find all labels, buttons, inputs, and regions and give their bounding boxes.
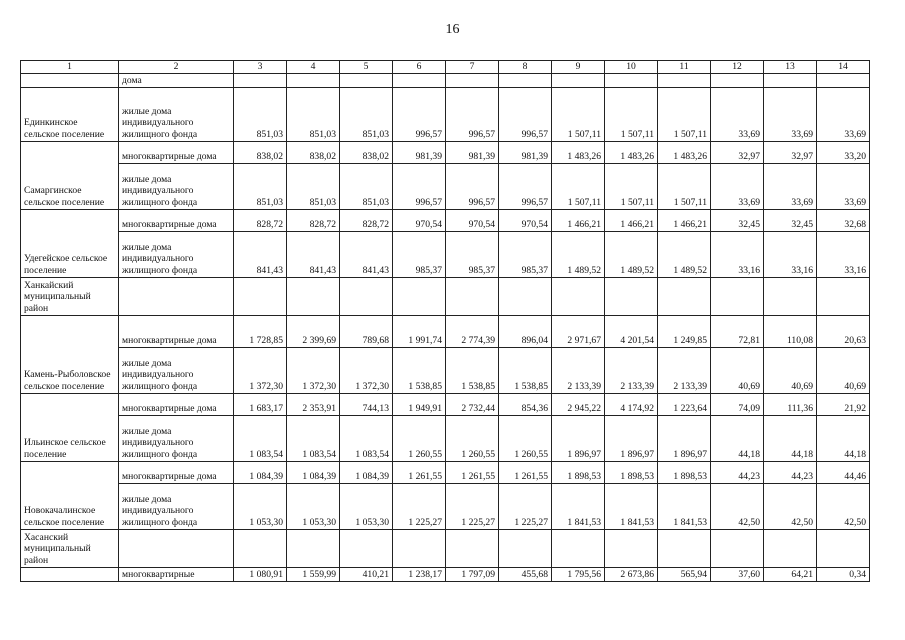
header-cell: 8 xyxy=(499,61,552,74)
value-cell: 4 174,92 xyxy=(605,394,658,416)
page-number: 16 xyxy=(445,22,460,37)
housing-type: многоквартирные дома xyxy=(119,142,234,164)
value-cell: 1 372,30 xyxy=(287,348,340,394)
value-cell xyxy=(340,530,393,568)
value-cell xyxy=(658,74,711,88)
value-cell: 1 728,85 xyxy=(234,316,287,348)
value-cell: 21,92 xyxy=(817,394,870,416)
value-cell: 33,69 xyxy=(817,164,870,210)
value-cell: 1 261,55 xyxy=(446,462,499,484)
value-cell: 851,03 xyxy=(340,88,393,142)
value-cell: 996,57 xyxy=(446,88,499,142)
value-cell: 74,09 xyxy=(711,394,764,416)
value-cell xyxy=(658,278,711,316)
value-cell: 42,50 xyxy=(764,484,817,530)
value-cell: 841,43 xyxy=(340,232,393,278)
housing-type: жилые дома индивидуального жилищного фонда xyxy=(119,164,234,210)
value-cell: 789,68 xyxy=(340,316,393,348)
value-cell: 2 133,39 xyxy=(658,348,711,394)
table-row xyxy=(21,74,870,88)
table-row xyxy=(21,530,870,568)
value-cell: 1 238,17 xyxy=(393,568,446,582)
value-cell xyxy=(234,530,287,568)
value-cell: 1 053,30 xyxy=(340,484,393,530)
housing-type: дома xyxy=(119,74,234,88)
value-cell: 33,16 xyxy=(711,232,764,278)
housing-type: многоквартирные дома xyxy=(119,462,234,484)
value-cell: 1 507,11 xyxy=(658,88,711,142)
header-cell: 7 xyxy=(446,61,499,74)
value-cell: 1 260,55 xyxy=(446,416,499,462)
value-cell: 1 507,11 xyxy=(552,88,605,142)
value-cell: 854,36 xyxy=(499,394,552,416)
header-cell: 1 xyxy=(21,61,119,74)
value-cell: 1 507,11 xyxy=(605,88,658,142)
housing-type: многоквартирные xyxy=(119,568,234,582)
value-cell xyxy=(446,74,499,88)
housing-type: жилые дома индивидуального жилищного фонда xyxy=(119,348,234,394)
value-cell: 40,69 xyxy=(711,348,764,394)
table-row xyxy=(21,88,870,142)
housing-type: жилые дома индивидуального жилищного фонда xyxy=(119,416,234,462)
header-cell: 13 xyxy=(764,61,817,74)
table-row xyxy=(21,348,870,394)
value-cell: 1 083,54 xyxy=(234,416,287,462)
value-cell: 410,21 xyxy=(340,568,393,582)
housing-type xyxy=(119,278,234,316)
value-cell: 1 225,27 xyxy=(393,484,446,530)
value-cell: 2 673,86 xyxy=(605,568,658,582)
value-cell: 565,94 xyxy=(658,568,711,582)
value-cell: 44,18 xyxy=(711,416,764,462)
value-cell: 4 201,54 xyxy=(605,316,658,348)
table-row xyxy=(21,164,870,210)
value-cell: 2 399,69 xyxy=(287,316,340,348)
value-cell: 40,69 xyxy=(764,348,817,394)
value-cell: 1 507,11 xyxy=(658,164,711,210)
value-cell: 1 372,30 xyxy=(234,348,287,394)
value-cell: 32,45 xyxy=(711,210,764,232)
value-cell: 1 559,99 xyxy=(287,568,340,582)
value-cell: 981,39 xyxy=(446,142,499,164)
value-cell: 1 489,52 xyxy=(658,232,711,278)
value-cell: 1 261,55 xyxy=(393,462,446,484)
value-cell: 1 896,97 xyxy=(552,416,605,462)
value-cell: 851,03 xyxy=(340,164,393,210)
value-cell: 828,72 xyxy=(234,210,287,232)
settlement-name: Самаргинское сельское поселение xyxy=(21,142,119,210)
value-cell: 1 225,27 xyxy=(446,484,499,530)
housing-type: многоквартирные дома xyxy=(119,394,234,416)
value-cell: 1 795,56 xyxy=(552,568,605,582)
tariff-table xyxy=(20,60,870,582)
value-cell: 841,43 xyxy=(287,232,340,278)
value-cell: 1 841,53 xyxy=(658,484,711,530)
value-cell: 1 483,26 xyxy=(605,142,658,164)
value-cell: 1 083,54 xyxy=(340,416,393,462)
value-cell xyxy=(711,74,764,88)
value-cell xyxy=(287,278,340,316)
value-cell xyxy=(234,74,287,88)
value-cell: 44,46 xyxy=(817,462,870,484)
value-cell xyxy=(234,278,287,316)
value-cell xyxy=(552,530,605,568)
value-cell xyxy=(287,530,340,568)
value-cell: 1 898,53 xyxy=(605,462,658,484)
housing-type: жилые дома индивидуального жилищного фонда xyxy=(119,484,234,530)
table-row xyxy=(21,484,870,530)
value-cell: 1 466,21 xyxy=(658,210,711,232)
value-cell: 33,69 xyxy=(711,164,764,210)
header-cell: 11 xyxy=(658,61,711,74)
value-cell: 1 261,55 xyxy=(499,462,552,484)
table-row xyxy=(21,232,870,278)
value-cell: 44,18 xyxy=(764,416,817,462)
value-cell xyxy=(658,530,711,568)
value-cell: 33,69 xyxy=(764,164,817,210)
value-cell: 1 489,52 xyxy=(552,232,605,278)
value-cell: 32,97 xyxy=(711,142,764,164)
value-cell: 1 898,53 xyxy=(552,462,605,484)
header-cell: 5 xyxy=(340,61,393,74)
table-row xyxy=(21,416,870,462)
value-cell xyxy=(393,74,446,88)
value-cell xyxy=(817,278,870,316)
value-cell xyxy=(605,278,658,316)
value-cell: 37,60 xyxy=(711,568,764,582)
value-cell: 1 372,30 xyxy=(340,348,393,394)
value-cell: 1 053,30 xyxy=(287,484,340,530)
value-cell: 1 949,91 xyxy=(393,394,446,416)
header-row xyxy=(21,61,870,74)
value-cell: 1 538,85 xyxy=(393,348,446,394)
table-row xyxy=(21,568,870,582)
value-cell: 1 083,54 xyxy=(287,416,340,462)
housing-type: жилые дома индивидуального жилищного фонда xyxy=(119,232,234,278)
value-cell: 0,34 xyxy=(817,568,870,582)
value-cell: 32,45 xyxy=(764,210,817,232)
value-cell: 828,72 xyxy=(287,210,340,232)
value-cell: 40,69 xyxy=(817,348,870,394)
value-cell: 33,20 xyxy=(817,142,870,164)
value-cell: 985,37 xyxy=(393,232,446,278)
value-cell: 1 260,55 xyxy=(499,416,552,462)
value-cell xyxy=(552,74,605,88)
value-cell: 33,69 xyxy=(711,88,764,142)
value-cell: 996,57 xyxy=(446,164,499,210)
table-row xyxy=(21,394,870,416)
value-cell: 1 489,52 xyxy=(605,232,658,278)
value-cell: 111,36 xyxy=(764,394,817,416)
value-cell xyxy=(552,278,605,316)
value-cell xyxy=(499,74,552,88)
value-cell: 1 249,85 xyxy=(658,316,711,348)
value-cell: 20,63 xyxy=(817,316,870,348)
value-cell: 44,18 xyxy=(817,416,870,462)
settlement-name: Ханкайский муниципальный район xyxy=(21,278,119,316)
value-cell: 851,03 xyxy=(234,88,287,142)
value-cell: 33,69 xyxy=(764,88,817,142)
value-cell: 1 466,21 xyxy=(605,210,658,232)
header-cell: 2 xyxy=(119,61,234,74)
value-cell: 1 080,91 xyxy=(234,568,287,582)
housing-type: многоквартирные дома xyxy=(119,316,234,348)
value-cell: 1 898,53 xyxy=(658,462,711,484)
value-cell: 2 133,39 xyxy=(605,348,658,394)
value-cell: 72,81 xyxy=(711,316,764,348)
value-cell: 838,02 xyxy=(287,142,340,164)
value-cell: 744,13 xyxy=(340,394,393,416)
housing-type: многоквартирные дома xyxy=(119,210,234,232)
settlement-name: Новокачалинское сельское поселение xyxy=(21,462,119,530)
value-cell xyxy=(711,278,764,316)
value-cell: 32,68 xyxy=(817,210,870,232)
value-cell: 1 483,26 xyxy=(658,142,711,164)
value-cell xyxy=(605,74,658,88)
value-cell: 42,50 xyxy=(711,484,764,530)
value-cell: 1 841,53 xyxy=(605,484,658,530)
settlement-name: Хасанский муниципальный район xyxy=(21,530,119,568)
settlement-name: Камень-Рыболовское сельское поселение xyxy=(21,316,119,394)
value-cell xyxy=(817,530,870,568)
value-cell xyxy=(764,74,817,88)
table-row xyxy=(21,278,870,316)
value-cell xyxy=(764,530,817,568)
value-cell: 970,54 xyxy=(446,210,499,232)
value-cell: 970,54 xyxy=(499,210,552,232)
housing-type xyxy=(119,530,234,568)
value-cell: 1 538,85 xyxy=(499,348,552,394)
value-cell: 42,50 xyxy=(817,484,870,530)
value-cell: 896,04 xyxy=(499,316,552,348)
settlement-name: Удегейское сельское поселение xyxy=(21,210,119,278)
value-cell: 996,57 xyxy=(393,88,446,142)
value-cell: 1 538,85 xyxy=(446,348,499,394)
settlement-name xyxy=(21,568,119,582)
header-cell: 14 xyxy=(817,61,870,74)
value-cell: 841,43 xyxy=(234,232,287,278)
value-cell: 1 084,39 xyxy=(340,462,393,484)
value-cell xyxy=(393,278,446,316)
value-cell: 996,57 xyxy=(393,164,446,210)
value-cell xyxy=(393,530,446,568)
value-cell xyxy=(446,530,499,568)
value-cell: 2 353,91 xyxy=(287,394,340,416)
value-cell: 1 225,27 xyxy=(499,484,552,530)
value-cell: 996,57 xyxy=(499,164,552,210)
value-cell: 985,37 xyxy=(446,232,499,278)
value-cell: 1 053,30 xyxy=(234,484,287,530)
value-cell: 1 507,11 xyxy=(605,164,658,210)
header-cell: 12 xyxy=(711,61,764,74)
value-cell: 851,03 xyxy=(234,164,287,210)
header-cell: 9 xyxy=(552,61,605,74)
value-cell: 851,03 xyxy=(287,164,340,210)
table-row xyxy=(21,142,870,164)
value-cell xyxy=(499,278,552,316)
value-cell: 1 896,97 xyxy=(605,416,658,462)
value-cell: 1 896,97 xyxy=(658,416,711,462)
value-cell: 455,68 xyxy=(499,568,552,582)
value-cell: 1 084,39 xyxy=(287,462,340,484)
table-row xyxy=(21,316,870,348)
value-cell: 1 797,09 xyxy=(446,568,499,582)
header-cell: 4 xyxy=(287,61,340,74)
table-row xyxy=(21,462,870,484)
value-cell: 33,69 xyxy=(817,88,870,142)
value-cell: 110,08 xyxy=(764,316,817,348)
value-cell: 1 260,55 xyxy=(393,416,446,462)
value-cell: 996,57 xyxy=(499,88,552,142)
value-cell xyxy=(711,530,764,568)
value-cell: 1 466,21 xyxy=(552,210,605,232)
value-cell: 33,16 xyxy=(817,232,870,278)
value-cell xyxy=(764,278,817,316)
value-cell: 838,02 xyxy=(234,142,287,164)
value-cell: 985,37 xyxy=(499,232,552,278)
value-cell: 2 133,39 xyxy=(552,348,605,394)
table-body xyxy=(21,61,870,582)
value-cell: 1 223,64 xyxy=(658,394,711,416)
value-cell: 44,23 xyxy=(711,462,764,484)
value-cell: 1 683,17 xyxy=(234,394,287,416)
value-cell: 1 483,26 xyxy=(552,142,605,164)
value-cell: 1 841,53 xyxy=(552,484,605,530)
value-cell: 64,21 xyxy=(764,568,817,582)
value-cell: 33,16 xyxy=(764,232,817,278)
value-cell xyxy=(287,74,340,88)
value-cell xyxy=(499,530,552,568)
value-cell: 1 507,11 xyxy=(552,164,605,210)
value-cell: 970,54 xyxy=(393,210,446,232)
value-cell: 838,02 xyxy=(340,142,393,164)
value-cell: 1 991,74 xyxy=(393,316,446,348)
value-cell: 981,39 xyxy=(499,142,552,164)
header-cell: 6 xyxy=(393,61,446,74)
housing-type: жилые дома индивидуального жилищного фонда xyxy=(119,88,234,142)
table-row xyxy=(21,210,870,232)
value-cell xyxy=(605,530,658,568)
value-cell: 44,23 xyxy=(764,462,817,484)
value-cell: 1 084,39 xyxy=(234,462,287,484)
settlement-name xyxy=(21,74,119,88)
value-cell: 2 971,67 xyxy=(552,316,605,348)
settlement-name: Ильинское сельское поселение xyxy=(21,394,119,462)
value-cell xyxy=(446,278,499,316)
value-cell: 828,72 xyxy=(340,210,393,232)
value-cell: 2 945,22 xyxy=(552,394,605,416)
header-cell: 3 xyxy=(234,61,287,74)
value-cell: 2 774,39 xyxy=(446,316,499,348)
value-cell: 32,97 xyxy=(764,142,817,164)
value-cell: 851,03 xyxy=(287,88,340,142)
header-cell: 10 xyxy=(605,61,658,74)
value-cell xyxy=(340,278,393,316)
value-cell: 981,39 xyxy=(393,142,446,164)
value-cell: 2 732,44 xyxy=(446,394,499,416)
settlement-name: Единкинское сельское поселение xyxy=(21,88,119,142)
value-cell xyxy=(340,74,393,88)
value-cell xyxy=(817,74,870,88)
